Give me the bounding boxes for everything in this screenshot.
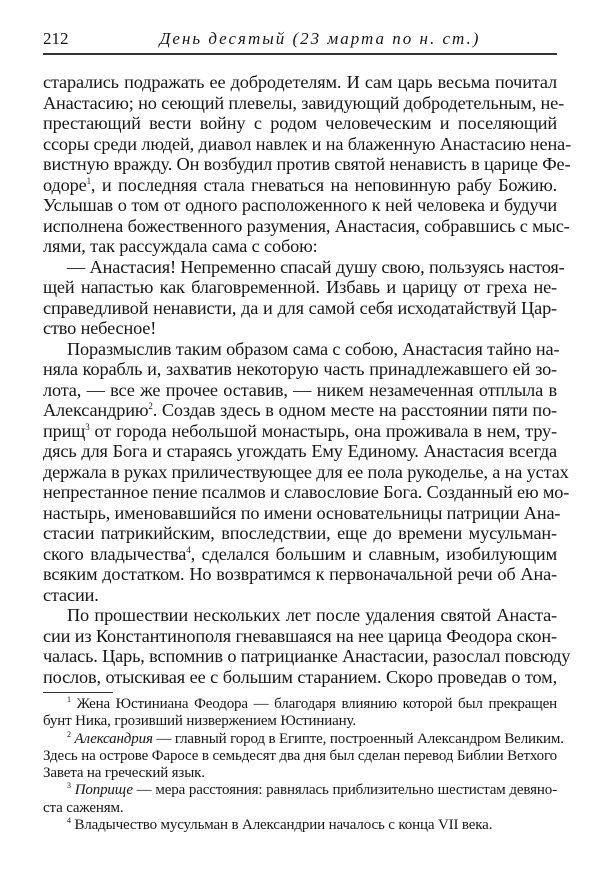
text-line: По прошествии нескольких лет после удаления святой Анаста- [67, 605, 557, 625]
text-line: настырь, именовавшийся по имени основательницы патриции Ана- [43, 502, 561, 523]
text-line: престающий вести войну с родом человеческим и поселяющий [43, 113, 557, 133]
body-text [43, 72, 572, 687]
footnote-ref[interactable]: 3 [85, 421, 90, 432]
footnote-rule [43, 692, 113, 693]
text-line: чалась. Царь, вспомнив о патрицианке Анастасии, разослал повсюду [43, 646, 571, 666]
text-line: — Анастасия! Непременно спасай душу свою, пользуясь настоя- [67, 256, 565, 277]
footnote-ref[interactable]: 2 [148, 401, 153, 411]
footnote-term: Александрия [74, 730, 153, 747]
text-line: дясь для Бога и стараясь угождать Ему Единому. Анастасия всегда [43, 441, 557, 461]
page-number: 212 [43, 29, 69, 48]
footnote-4 [43, 817, 557, 834]
text-line: Поразмыслив таким образом сама с собою, Анастасия тайно на- [67, 338, 560, 359]
text-line: всяким достатком. Но возвратимся к первоначальной речи об Ана- [43, 564, 557, 584]
footnote-line: бунт Ника, грозивший низвержением Юстиниану. [43, 713, 356, 730]
footnote-text: Владычество мусульман в Александрии началось с конца VII века. [74, 817, 493, 834]
text-line: держала в руках приличествующее для ее пола рукоделье, а на устах [43, 461, 569, 482]
text-line: лями, так рассуждала сама с собою: [43, 236, 318, 256]
footnote-text: — главный город в Египте, построенный Александром Великим. [152, 730, 564, 747]
text-line: вистную вражду. Он возбудил против святой ненависть в царице Фе- [43, 154, 571, 174]
footnote-line: ста саженям. [43, 799, 124, 816]
footnote-line: Здесь на острове Фаросе в семьдесят два дня был сделан перевод Библии Ветхого [43, 747, 557, 764]
header-rule [43, 53, 557, 55]
text-fragment: . Создав здесь в одном месте на расстоянии пяти по- [152, 400, 557, 420]
text-line: стасии патрикийским, впоследствии, еще до времени мусульман- [43, 523, 557, 543]
footnote-line: Завета на греческий язык. [43, 765, 205, 782]
footnote-1 [43, 696, 557, 713]
text-line: ссоры среди людей, диавол навлек и на блаженную Анастасию нена- [43, 133, 572, 154]
text-line [43, 175, 557, 196]
text-fragment: ского владычества [43, 543, 187, 564]
text-line: послов, отыскивая ее с большим старанием. Скоро проведав о том, [43, 666, 557, 687]
footnote-3 [43, 782, 557, 799]
text-line: лота, — все же прочее оставив, — никем незамеченная отплыла в [43, 379, 557, 400]
footnote-text: Жена Юстиниана Феодора — благодаря влиянию которой был прекращен [76, 696, 557, 712]
footnotes [43, 695, 564, 834]
text-line: щей напастью как благовременной. Избавь и царицу от греха не- [43, 277, 557, 297]
text-line: Анастасию; но сеющий плевелы, завидующий добродетельным, не- [43, 92, 565, 113]
footnote-ref[interactable]: 1 [86, 175, 91, 186]
text-line: Услышав о том от одного расположенного к ней человека и будучи [43, 195, 557, 215]
text-fragment: , и последняя стала гневаться на неповинную рабу Божию. [90, 174, 557, 195]
text-fragment: , сделался большим и славным, изобилующим [190, 543, 557, 564]
text-line: справедливой ненависти, да и для самой себя исходатайствуй Цар- [43, 297, 557, 318]
running-header [43, 29, 557, 51]
running-title: День десятый (23 марта по н. ст.) [159, 29, 481, 48]
text-fragment: Александрию [43, 400, 149, 420]
text-line: ство небесное! [43, 318, 157, 338]
footnote-term: Поприще [74, 782, 133, 799]
footnote-ref[interactable]: 4 [186, 544, 191, 555]
footnote-mark: 3 [67, 781, 71, 791]
text-line: исполнена божественного разумения, Анастасия, собравшись с мыс- [43, 215, 570, 236]
text-line: непрестанное пение псалмов и славословие Бога. Созданный ею мо- [43, 482, 570, 502]
text-line [43, 400, 557, 421]
footnote-mark: 1 [67, 695, 71, 704]
text-line: сии из Константинополя гневавшаяся на нее царица Феодора скон- [43, 625, 557, 646]
text-line [43, 421, 557, 442]
text-fragment: прищ [43, 420, 86, 441]
footnote-text: — мера расстояния: равнялась приблизительно шестистам девяно- [132, 782, 557, 799]
footnote-2 [43, 729, 564, 748]
text-fragment: от города небольшой монастырь, она проживала в нем, тру- [89, 420, 557, 441]
footnote-mark: 4 [67, 816, 71, 826]
text-line: стасии. [43, 584, 99, 605]
text-line [43, 544, 557, 565]
text-fragment: одоре [43, 174, 87, 195]
footnote-mark: 2 [67, 729, 71, 739]
text-line: няла корабль и, захватив некоторую часть принадлежавшего ей зо- [43, 359, 557, 379]
text-line: старались подражать ее добродетелям. И сам царь весьма почитал [43, 72, 557, 92]
